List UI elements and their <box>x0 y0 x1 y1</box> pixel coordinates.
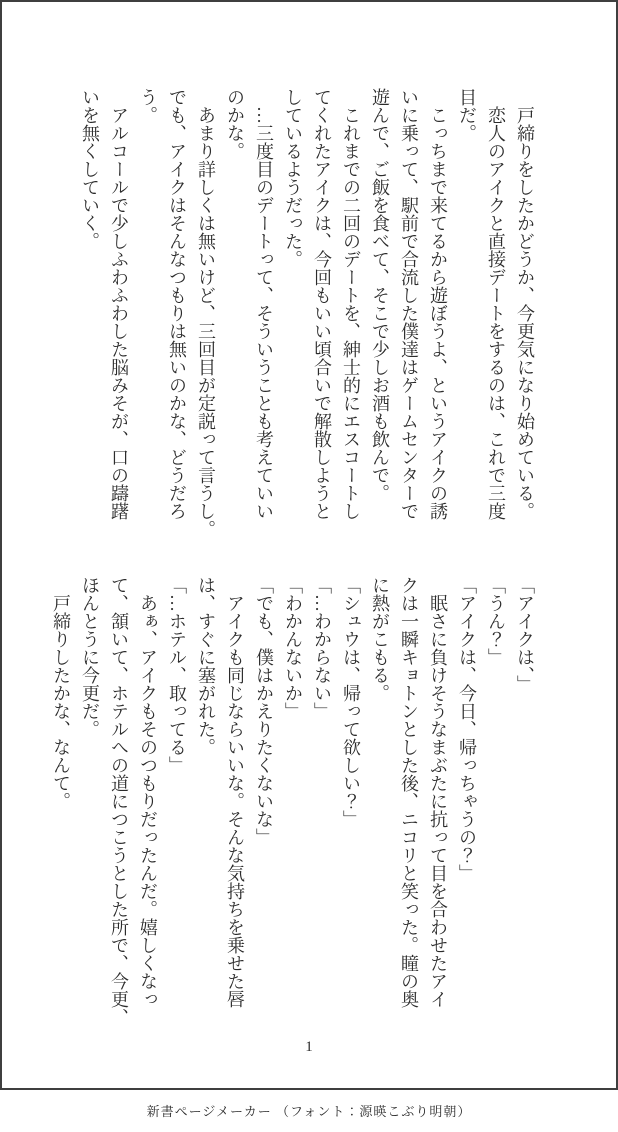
text-line: ほんとうに今更だ。 <box>80 576 100 738</box>
text-line: アイクも同じならいいな。そんな気持ちを乗せた唇 <box>225 576 245 1008</box>
text-line: のかな。 <box>225 88 245 160</box>
page-number: 1 <box>305 1039 313 1055</box>
text-line: 「シュウは、帰って欲しい？」 <box>341 576 361 828</box>
text-line: いを無くしていく。 <box>80 88 100 250</box>
text-line: こっちまで来てるから遊ぼうよ、というアイクの誘 <box>428 88 448 520</box>
text-line: 目だ。 <box>457 88 477 142</box>
text-line: いに乗って、駅前で合流した僕達はゲームセンターで <box>399 88 419 520</box>
text-line: 「わかんないか」 <box>283 576 303 720</box>
text-line: てくれたアイクは、今回もいい頃合いで解散しようと <box>312 88 332 520</box>
text-line: 「でも、僕はかえりたくないな」 <box>254 576 274 846</box>
text-line: アルコールで少しふわふわした脳みそが、口の躊躇 <box>109 88 129 520</box>
text-line: 恋人のアイクと直接デートをするのは、これで三度 <box>486 88 506 520</box>
text-block-lower <box>46 576 539 1026</box>
text-block-upper <box>75 88 539 538</box>
text-line: …三度目のデートって、そういうことも考えていい <box>254 88 274 520</box>
text-line: でも、アイクはそんなつもりは無いのかな、どうだろ <box>167 88 187 520</box>
text-line: クは一瞬キョトンとした後、ニコリと笑った。瞳の奥 <box>399 576 419 1008</box>
text-line: 眠さに負けそうなまぶたに抗って目を合わせたアイ <box>428 576 448 1008</box>
text-line: 「…ホテル、取ってる」 <box>167 576 187 774</box>
text-line: 「アイクは、今日、帰っちゃうの？」 <box>457 576 477 882</box>
text-line: 戸締りをしたかどうか、今更気になり始めている。 <box>515 88 535 520</box>
text-line: て、頷いて、ホテルへの道につこうとした所で、今更、 <box>109 576 129 1026</box>
text-line: しているようだった。 <box>283 88 303 268</box>
text-line: う。 <box>138 88 158 124</box>
text-line: 遊んで、ご飯を食べて、そこで少しお酒も飲んで。 <box>370 88 390 502</box>
text-line: あまり詳しくは無いけど、三回目が定説って言うし。 <box>196 88 216 538</box>
footer-caption: 新書ページメーカー （フォント：源暎こぶり明朝） <box>146 1104 472 1119</box>
text-line: これまでの二回のデートを、紳士的にエスコートし <box>341 88 361 520</box>
text-line: あぁ、アイクもそのつもりだったんだ。嬉しくなっ <box>138 576 158 1008</box>
text-line: は、すぐに塞がれた。 <box>196 576 216 756</box>
text-line: 「アイクは、」 <box>515 576 535 693</box>
text-line: に熱がこもる。 <box>370 576 390 702</box>
text-line: 「…わからない」 <box>312 576 332 720</box>
text-line: 「うん？」 <box>486 576 506 666</box>
text-line: 戸締りしたかな、なんて。 <box>51 576 71 810</box>
